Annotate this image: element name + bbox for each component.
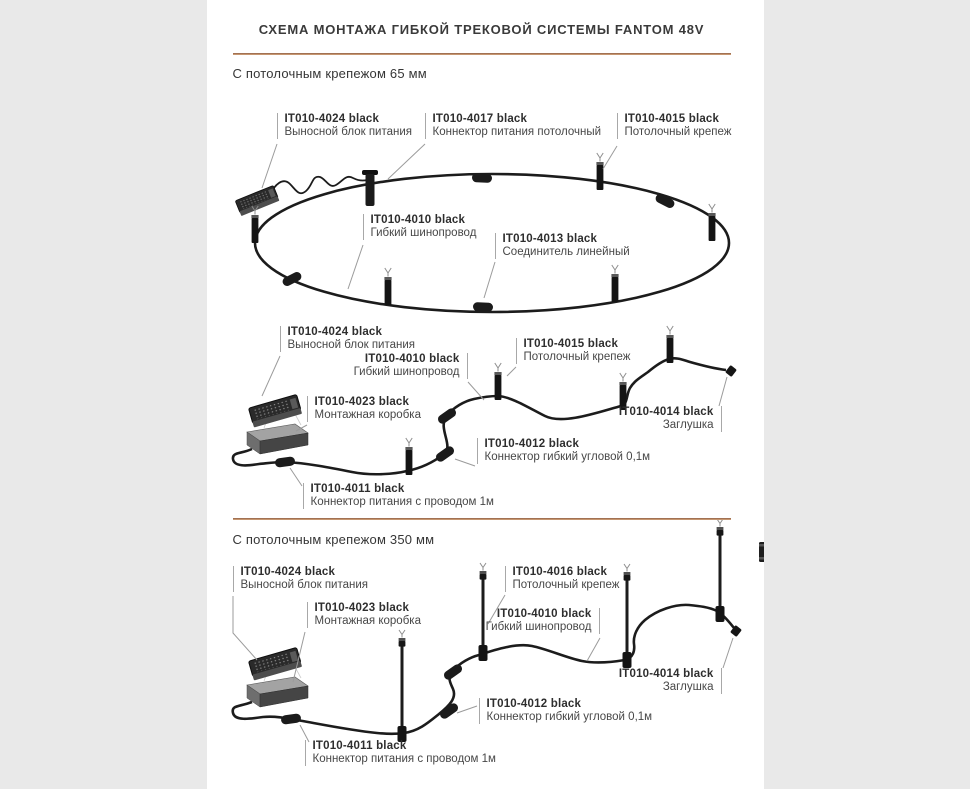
part-label-mount-65: [516, 338, 631, 364]
corner-connector-icon: [434, 445, 456, 464]
end-cap-icon: [725, 365, 737, 377]
page-title: СХЕМА МОНТАЖА ГИБКОЙ ТРЕКОВОЙ СИСТЕМЫ FANTOM 48V: [258, 22, 705, 37]
ceiling-mount-65-icon: [619, 373, 626, 410]
part-name: Выносной блок питания: [284, 126, 413, 138]
part-name: Соединитель линейный: [502, 246, 630, 258]
ceiling-mount-65-icon: [384, 268, 391, 305]
accent-divider: [233, 53, 731, 55]
linear-connector-icon: [471, 173, 491, 183]
part-name: Гибкий шинопровод: [485, 621, 592, 633]
part-label-mount-65: [617, 113, 732, 139]
part-label-linear-connector: [495, 233, 630, 259]
part-label-power-cord-connector: [303, 483, 494, 509]
part-code: IT010-4012 black: [484, 438, 580, 450]
part-name: Потолочный крепеж: [624, 126, 732, 138]
part-code: IT010-4010 black: [496, 608, 592, 620]
part-code: IT010-4023 black: [314, 396, 410, 408]
part-code: IT010-4012 black: [486, 698, 582, 710]
part-label-psu: [233, 566, 369, 592]
part-code: IT010-4016 black: [512, 566, 608, 578]
ceiling-canopy-icon: [716, 519, 723, 536]
part-name: Монтажная коробка: [314, 409, 421, 421]
mounting-box-icon: [247, 424, 308, 454]
linear-connector-icon: [281, 270, 303, 287]
section-header-350mm: С потолочным крепежом 350 мм: [232, 532, 435, 547]
part-name: Коннектор гибкий угловой 0,1м: [484, 451, 651, 463]
power-supply-icon: [248, 647, 302, 680]
part-name: Заглушка: [662, 419, 714, 431]
power-supply-icon: [248, 394, 302, 427]
part-name: Потолочный крепеж: [512, 579, 620, 591]
part-label-mounting-box: [307, 602, 421, 628]
ceiling-canopy-icon: [398, 630, 405, 647]
linear-connector-icon: [472, 302, 492, 312]
ceiling-power-connector-icon: [362, 170, 378, 206]
part-code: IT010-4014 black: [618, 406, 714, 418]
pendant-track-joint-icon: [478, 645, 487, 661]
pendant-track-joint-icon: [622, 652, 631, 668]
part-name: Потолочный крепеж: [523, 351, 631, 363]
part-code: IT010-4011 black: [310, 483, 405, 495]
part-label-flex-track: [486, 608, 600, 634]
ring-scheme-65mm: [235, 144, 729, 312]
part-name: Коннектор питания с проводом 1м: [312, 753, 496, 765]
part-code: IT010-4014 black: [618, 668, 714, 680]
ceiling-mount-65-icon: [494, 363, 501, 400]
part-name: Коннектор питания с проводом 1м: [310, 496, 494, 508]
ceiling-mount-65-icon: [405, 438, 412, 475]
part-code: IT010-4017 black: [432, 113, 528, 125]
part-code: IT010-4015 black: [523, 338, 619, 350]
part-code: IT010-4024 black: [284, 113, 380, 125]
ceiling-mount-65-icon: [596, 153, 603, 190]
ceiling-mount-65-icon: [611, 265, 618, 302]
part-name: Коннектор питания потолочный: [432, 126, 602, 138]
part-label-mounting-box: [307, 396, 421, 422]
catalog-page: [207, 0, 764, 789]
edge-rod-icon: [759, 542, 764, 562]
part-label-power-cord-connector: [305, 740, 496, 766]
part-name: Гибкий шинопровод: [353, 366, 460, 378]
part-label-ceiling-power-connector: [425, 113, 602, 139]
accent-divider: [233, 518, 731, 520]
pendant-track-joint-icon: [715, 606, 724, 622]
part-label-flex-track: [363, 214, 477, 240]
part-code: IT010-4024 black: [240, 566, 336, 578]
part-label-psu: [280, 326, 416, 352]
part-name: Монтажная коробка: [314, 615, 421, 627]
part-label-end-cap: [619, 406, 722, 432]
part-label-psu: [277, 113, 413, 139]
power-cord-connector-icon: [280, 713, 301, 725]
part-label-mount-350: [505, 566, 620, 592]
mounting-box-icon: [247, 677, 308, 707]
part-code: IT010-4015 black: [624, 113, 720, 125]
section-header-65mm: С потолочным крепежом 65 мм: [232, 66, 427, 81]
part-name: Заглушка: [662, 681, 714, 693]
part-name: Гибкий шинопровод: [370, 227, 477, 239]
part-label-end-cap: [619, 668, 722, 694]
part-code: IT010-4024 black: [287, 326, 383, 338]
part-code: IT010-4010 black: [364, 353, 460, 365]
part-label-corner-connector: [479, 698, 653, 724]
part-name: Выносной блок питания: [287, 339, 416, 351]
ceiling-mount-65-icon: [666, 326, 673, 363]
ceiling-canopy-icon: [623, 564, 630, 581]
power-supply-icon: [235, 185, 279, 216]
ceiling-canopy-icon: [479, 563, 486, 580]
part-code: IT010-4011 black: [312, 740, 407, 752]
part-label-corner-connector: [477, 438, 651, 464]
part-code: IT010-4010 black: [370, 214, 466, 226]
part-code: IT010-4023 black: [314, 602, 410, 614]
power-cord-connector-icon: [274, 456, 295, 468]
part-label-flex-track: [354, 353, 468, 379]
part-code: IT010-4013 black: [502, 233, 598, 245]
part-name: Выносной блок питания: [240, 579, 369, 591]
ceiling-mount-65-icon: [708, 204, 715, 241]
part-name: Коннектор гибкий угловой 0,1м: [486, 711, 653, 723]
